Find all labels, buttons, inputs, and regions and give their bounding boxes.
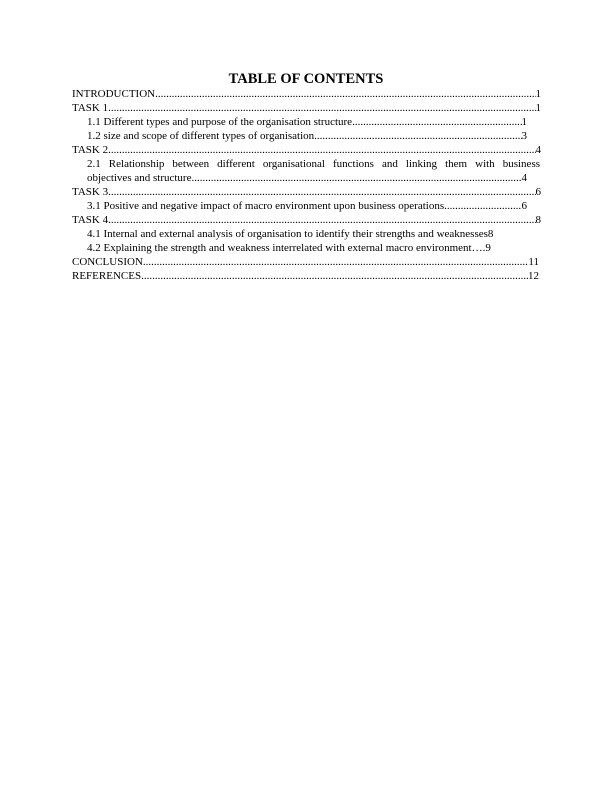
toc-entry-label: 4.2 Explaining the strength and weakness interrelated with external macro environment….: [87, 242, 486, 254]
toc-entry-4-1[interactable]: [72, 227, 541, 241]
toc-entry-4-2[interactable]: [72, 241, 541, 255]
toc-entry-label: TASK 4: [72, 214, 109, 226]
toc-entry-label: TASK 1: [72, 102, 109, 114]
toc-entry-label: REFERENCES: [72, 270, 142, 282]
toc-page-number: 4: [521, 172, 527, 184]
toc-entry-label: TASK 3: [72, 186, 109, 198]
toc-entry-introduction[interactable]: [72, 87, 541, 101]
toc-page-number: 1: [535, 88, 541, 100]
toc-page-number: 1: [535, 102, 541, 114]
toc-page-number: 1: [521, 116, 527, 128]
toc-page-number: 12: [528, 270, 539, 282]
dot-leader: [191, 171, 521, 185]
toc-entry-1-2[interactable]: [72, 129, 541, 143]
toc-entry-conclusion[interactable]: [72, 255, 541, 269]
dot-leader: [108, 213, 535, 227]
toc-entry-1-1[interactable]: [72, 115, 541, 129]
toc-entry-label: INTRODUCTION: [72, 88, 156, 100]
toc-entry-task-1[interactable]: [72, 101, 541, 115]
toc-page-number: 8: [535, 214, 541, 226]
dot-leader: [108, 101, 535, 115]
dot-leader: [141, 269, 528, 283]
toc-entry-label: 1.1 Different types and purpose of the organisation structure: [87, 116, 353, 128]
toc-entry-task-2[interactable]: [72, 143, 541, 157]
toc-entry-label: 1.2 size and scope of different types of organisation: [87, 130, 315, 142]
toc-entry-3-1[interactable]: [72, 199, 541, 213]
toc-page-number: 8: [487, 228, 494, 240]
toc-page-number: 4: [535, 144, 541, 156]
toc-page-number: 6: [535, 186, 541, 198]
toc-entry-2-1[interactable]: [72, 157, 541, 185]
toc-entry-label-line-2: objectives and structure: [87, 172, 192, 184]
toc-entry-label-line-1: 2.1 Relationship between different organisational functions and linking them with business: [87, 158, 540, 170]
toc-entry-references[interactable]: [72, 269, 541, 283]
dot-leader: [143, 255, 529, 269]
dot-leader: [352, 115, 521, 129]
toc-entry-label: TASK 2: [72, 144, 109, 156]
toc-entry-label: 4.1 Internal and external analysis of organisation to identify their strengths and weaknesses: [87, 228, 488, 240]
dot-leader: [444, 199, 521, 213]
dot-leader: [314, 129, 521, 143]
dot-leader: [108, 185, 535, 199]
toc-page-number: 9: [485, 242, 491, 254]
toc-page-number: 11: [528, 256, 539, 268]
toc-page-number: 3: [521, 130, 527, 142]
dot-leader: [108, 143, 535, 157]
toc-entry-label: 3.1 Positive and negative impact of macro environment upon business operations: [87, 200, 445, 212]
table-of-contents: [72, 87, 541, 283]
toc-title: TABLE OF CONTENTS: [228, 71, 384, 87]
toc-page-number: 6: [521, 200, 527, 212]
dot-leader: [155, 87, 535, 101]
toc-entry-label: CONCLUSION: [72, 256, 143, 268]
toc-entry-task-4[interactable]: [72, 213, 541, 227]
toc-entry-task-3[interactable]: [72, 185, 541, 199]
